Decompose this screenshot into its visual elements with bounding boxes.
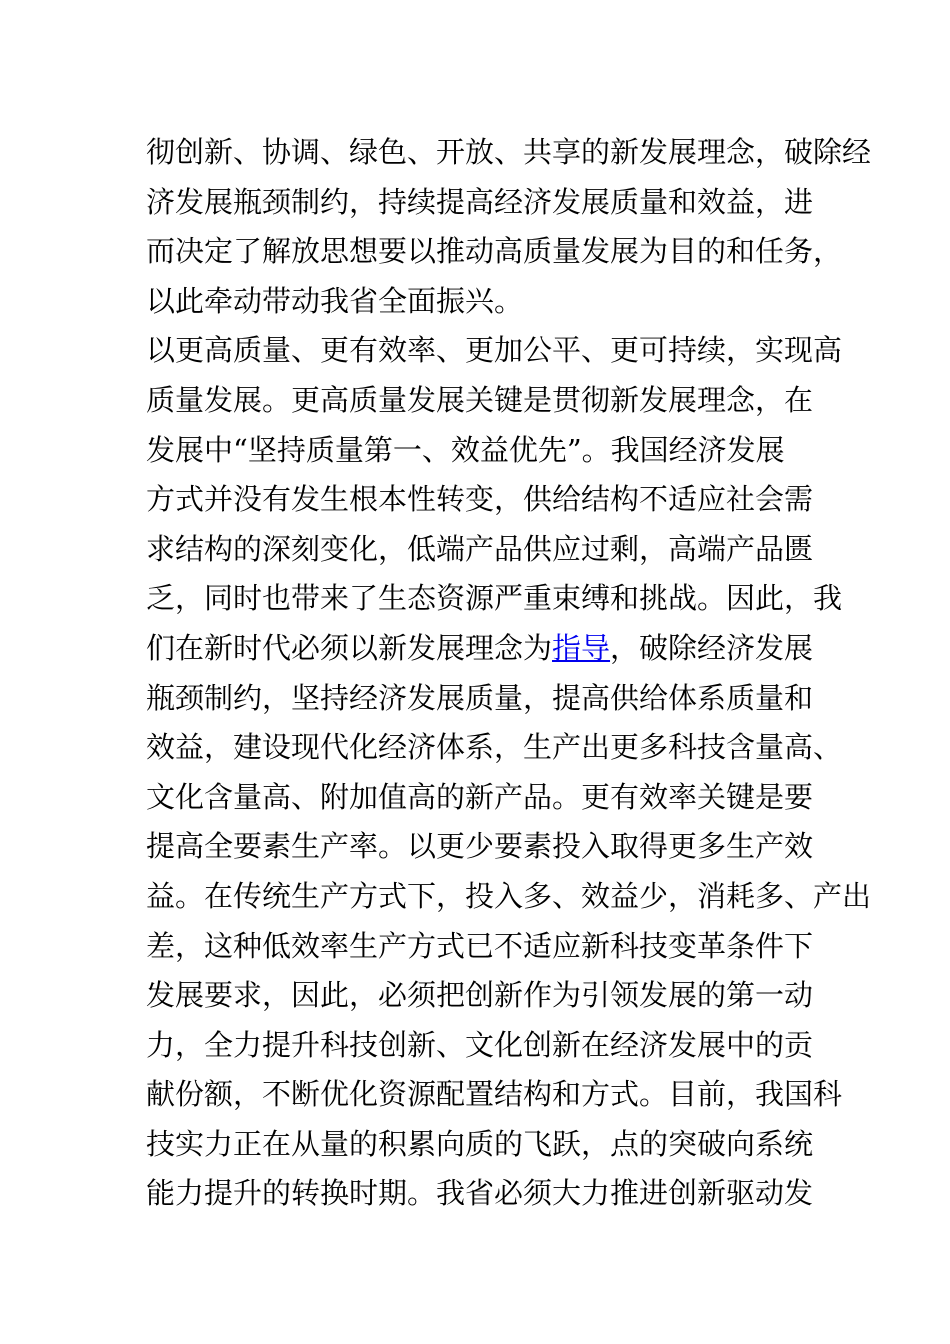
text-line: 质量发展。更高质量发展关键是贯彻新发展理念，在 (146, 382, 814, 417)
text-line: 方式并没有发生根本性转变，供给结构不适应社会需 (146, 482, 814, 517)
text-line: 而决定了解放思想要以推动高质量发展为目的和任务， (146, 234, 843, 269)
text-line: 提高全要素生产率。以更少要素投入取得更多生产效 (146, 829, 814, 864)
text-line: 发展中“坚持质量第一、效益优先”。我国经济发展 (146, 432, 785, 467)
paragraph-2 (146, 326, 872, 1219)
text-line-with-link (146, 624, 826, 674)
text-line: 力，全力提升科技创新、文化创新在经济发展中的贡 (146, 1027, 814, 1062)
text-line: 以更高质量、更有效率、更加公平、更可持续，实现高 (146, 333, 843, 368)
text-line: 差，这种低效率生产方式已不适应新科技变革条件下 (146, 928, 814, 963)
text-line: 能力提升的转换时期。我省必须大力推进创新驱动发 (146, 1176, 814, 1211)
text-line: 献份额，不断优化资源配置结构和方式。目前，我国科 (146, 1077, 843, 1112)
document-body (146, 128, 872, 1219)
text-line: 以此牵动带动我省全面振兴。 (146, 283, 524, 318)
text-line: 技实力正在从量的积累向质的飞跃，点的突破向系统 (146, 1126, 814, 1161)
text-line: 瓶颈制约，坚持经济发展质量，提高供给体系质量和 (146, 680, 814, 715)
link-line-suffix: ，破除经济发展 (610, 630, 814, 665)
text-line: 文化含量高、附加值高的新产品。更有效率关键是要 (146, 779, 814, 814)
text-line: 发展要求，因此，必须把创新作为引领发展的第一动 (146, 978, 814, 1013)
text-line: 效益，建设现代化经济体系，生产出更多科技含量高、 (146, 730, 843, 765)
link-line-prefix: 们在新时代必须以新发展理念为 (146, 630, 553, 665)
guidance-link[interactable]: 指导 (552, 630, 611, 665)
text-line: 济发展瓶颈制约，持续提高经济发展质量和效益，进 (146, 184, 814, 219)
text-line: 乏，同时也带来了生态资源严重束缚和挑战。因此，我 (146, 581, 843, 616)
text-line: 彻创新、协调、绿色、开放、共享的新发展理念，破除经 (146, 135, 872, 169)
text-line: 益。在传统生产方式下，投入多、效益少，消耗多、产出 (146, 878, 872, 913)
paragraph-1 (146, 128, 872, 326)
text-line: 求结构的深刻变化，低端产品供应过剩，高端产品匮 (146, 531, 814, 566)
